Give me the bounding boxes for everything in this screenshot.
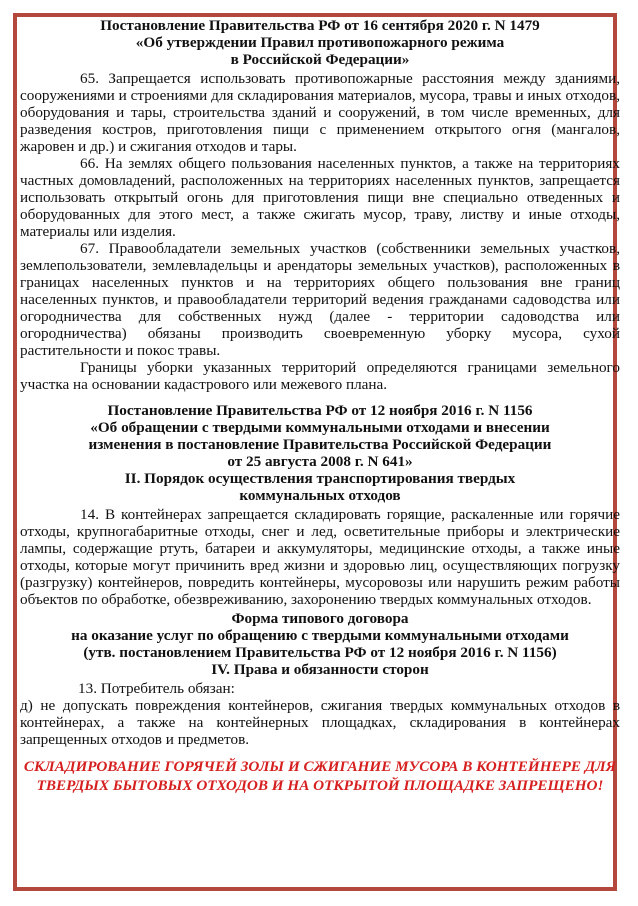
section2-title-line2: «Об обращении с твердыми коммунальными отходами и внесении — [90, 419, 550, 436]
section3-title-line4: IV. Права и обязанности сторон — [211, 661, 429, 678]
document-body — [20, 17, 620, 795]
section1-title-line2: «Об утверждении Правил противопожарного режима — [135, 34, 505, 51]
paragraph-13: 13. Потребитель обязан: — [78, 680, 235, 697]
section1-title-line3: в Российской Федерации» — [230, 51, 410, 68]
paragraph-67: 67. Правообладатели земельных участков (собственники земельных участков, землепользователи, землевладельцы и арендаторы земельных участков), расположенных в границах населенных пунктов и на территориях общего пользования вне границ населенных пунктов, и правообладатели территорий ведения гражданами садоводства или огородничества для собственных нужд (далее - территории садоводства или огородничества) обязаны производить своевременную уборку мусора, сухой растительности и покос травы. — [20, 240, 620, 359]
section1-title-line1: Постановление Правительства РФ от 16 сентября 2020 г. N 1479 — [100, 17, 540, 34]
section2-subtitle-line1: II. Порядок осуществления транспортирования твердых — [124, 470, 516, 487]
warning-line1: СКЛАДИРОВАНИЕ ГОРЯЧЕЙ ЗОЛЫ И СЖИГАНИЕ МУСОРА В КОНТЕЙНЕРЕ ДЛЯ — [23, 758, 617, 775]
section3-title-line3: (утв. постановлением Правительства РФ от 12 ноября 2016 г. N 1156) — [83, 644, 557, 661]
section2-subtitle-line2: коммунальных отходов — [239, 487, 401, 504]
paragraph-14: 14. В контейнерах запрещается складировать горящие, раскаленные или горячие отходы, крупногабаритные отходы, снег и лед, осветительные приборы и электрические лампы, содержащие ртуть, батареи и аккумуляторы, медицинские отходы, а также иные отходы, которые могут причинить вред жизни и здоровью лиц, осуществляющих погрузку (разгрузку) контейнеров, повредить контейнеры, мусоровозы или нарушить режим работы объектов по обработке, обезвреживанию, захоронению твердых коммунальных отходов. — [20, 506, 620, 608]
section3-title-line1: Форма типового договора — [231, 610, 409, 627]
section3-title-line2: на оказание услуг по обращению с твердыми коммунальными отходами — [71, 627, 569, 644]
warning-line2: ТВЕРДЫХ БЫТОВЫХ ОТХОДОВ И НА ОТКРЫТОЙ ПЛОЩАДКЕ ЗАПРЕЩЕНО! — [36, 777, 604, 794]
section2-title-line4: от 25 августа 2008 г. N 641» — [227, 453, 413, 470]
paragraph-65: 65. Запрещается использовать противопожарные расстояния между зданиями, сооружениями и строениями для складирования материалов, мусора, травы и иных отходов, оборудования и тары, строительства зданий и сооружений, в том числе временных, для разведения костров, приготовления пищи с применением открытого огня (мангалов, жаровен и др.) и сжигания отходов и тары. — [20, 70, 620, 155]
section2-title-line1: Постановление Правительства РФ от 12 ноября 2016 г. N 1156 — [107, 402, 533, 419]
paragraph-66: 66. На землях общего пользования населенных пунктов, а также на территориях частных домовладений, расположенных на территориях населенных пунктов, запрещается использовать открытый огонь для приготовления пищи вне специально отведенных и оборудованных для этого мест, а также сжигать мусор, траву, листву и иные отходы, материалы или изделия. — [20, 155, 620, 240]
paragraph-borders: Границы уборки указанных территорий определяются границами земельного участка на основании кадастрового или межевого плана. — [20, 359, 620, 393]
paragraph-13d: д) не допускать повреждения контейнеров, сжигания твердых коммунальных отходов в контейнерах, а также на контейнерных площадках, складирования в контейнерах запрещенных отходов и предметов. — [20, 697, 620, 748]
section2-title-line3: изменения в постановление Правительства Российской Федерации — [88, 436, 552, 453]
